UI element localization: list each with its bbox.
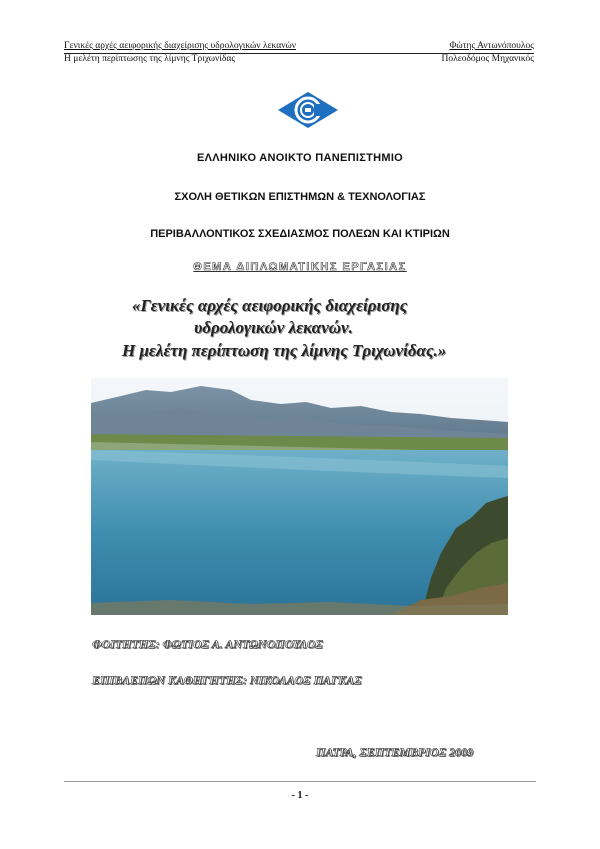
running-header-bottom <box>64 53 534 65</box>
programme-name: ΠΕΡΙΒΑΛΛΟΝΤΙΚΟΣ ΣΧΕΔΙΑΣΜΟΣ ΠΟΛΕΩΝ ΚΑΙ ΚΤΙΡΙΩΝ <box>150 228 450 240</box>
header-author: Φώτης Αντωνόπουλος <box>449 41 534 51</box>
header-case-study: Η μελέτη περίπτωσης της λίμνης Τριχωνίδας <box>64 54 236 64</box>
thesis-title-line-3: Η μελέτη περίπτωση της λίμνης Τριχωνίδας.» <box>122 341 447 360</box>
footer-divider <box>64 781 536 782</box>
thesis-title-line-1: «Γενικές αρχές αειφορικής διαχείρισης <box>132 296 408 315</box>
running-header-top <box>64 40 534 54</box>
thesis-title-line-2: υδρολογικών λεκανών. <box>194 318 353 337</box>
supervisor-name: ΕΠΙΒΛΕΠΩΝ ΚΑΘΗΓΗΤΗΣ: ΝΙΚΟΛΑΟΣ ΠΑΓΚΑΣ <box>92 673 362 687</box>
page-number: - 1 - <box>291 790 309 801</box>
student-name: ΦΟΙΤΗΤΗΣ: ΦΩΤΙΟΣ Α. ΑΝΤΩΝΟΠΟΥΛΟΣ <box>92 637 323 651</box>
school-name: ΣΧΟΛΗ ΘΕΤΙΚΩΝ ΕΠΙΣΤΗΜΩΝ & ΤΕΧΝΟΛΟΓΙΑΣ <box>174 191 426 203</box>
university-logo-icon <box>276 90 340 130</box>
header-profession: Πολεοδόμος Μηχανικός <box>441 54 534 64</box>
header-thesis-title: Γενικές αρχές αειφορικής διαχείρισης υδρολογικών λεκανών <box>64 41 297 51</box>
university-name: ΕΛΛΗΝΙΚΟ ΑΝΟΙΚΤΟ ΠΑΝΕΠΙΣΤΗΜΙΟ <box>196 152 404 164</box>
lake-landscape-photo <box>91 378 508 615</box>
place-date: ΠΑΤΡΑ, ΣΕΠΤΕΜΒΡΙΟΣ 2009 <box>316 745 474 759</box>
thesis-topic-label: ΘΕΜΑ ΔΙΠΛΩΜΑΤΙΚΗΣ ΕΡΓΑΣΙΑΣ <box>193 261 407 273</box>
